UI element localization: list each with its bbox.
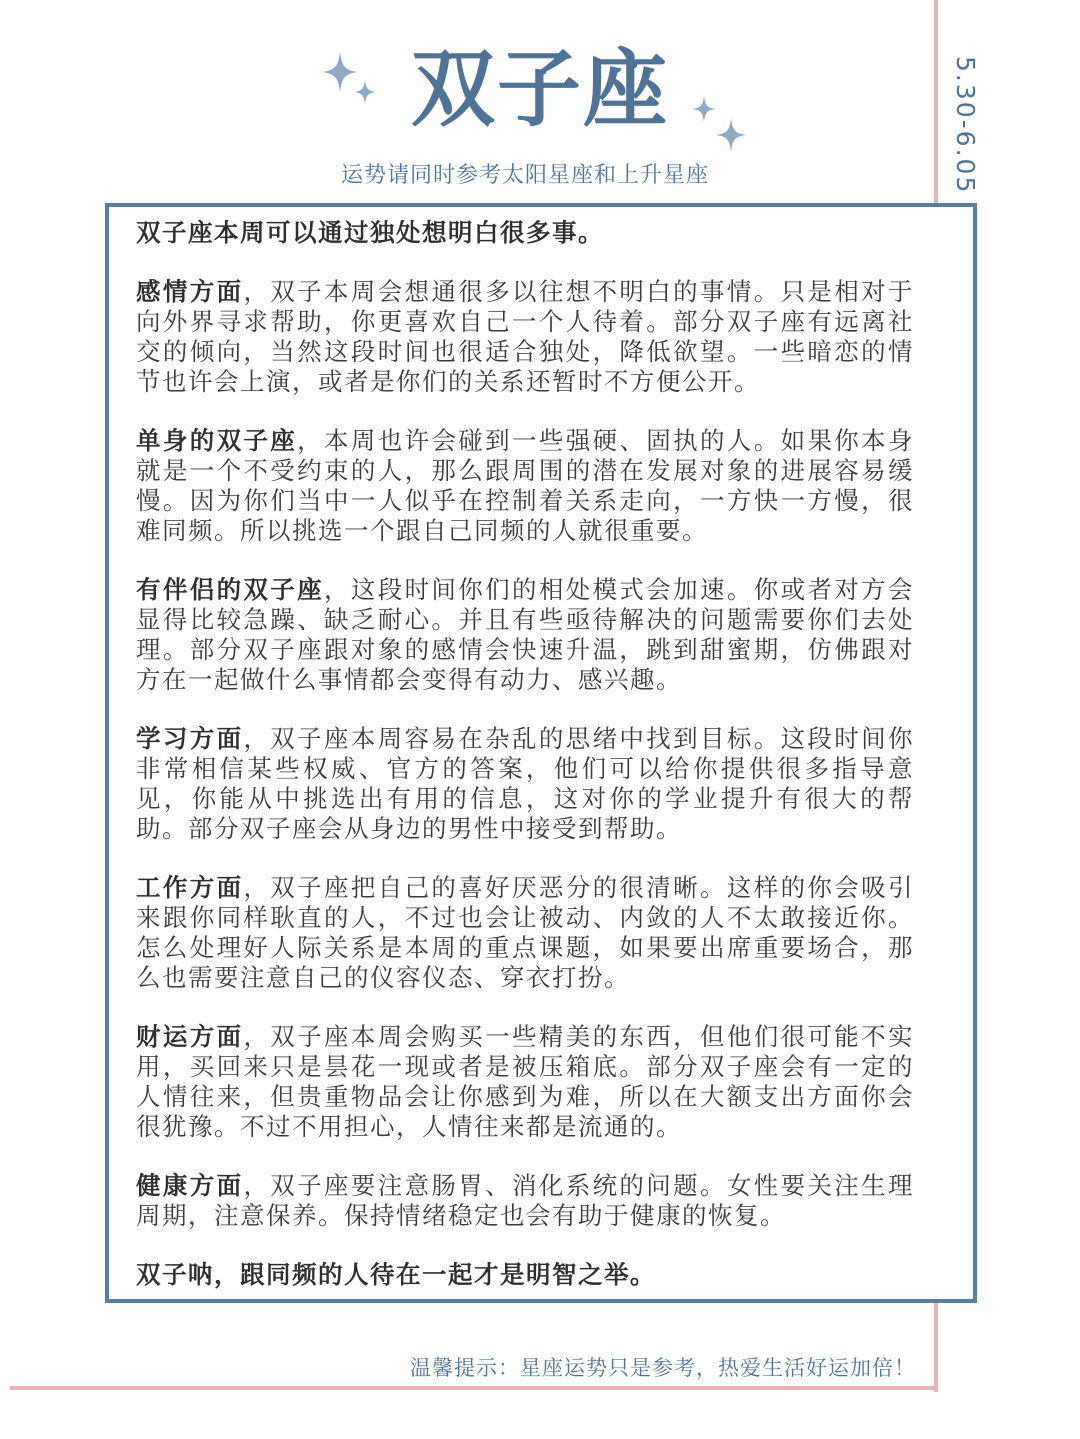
section-text: ，本周也许会碰到一些强硬、固执的人。如果你本身就是一个不受约束的人，那么跟周围的潜在发展对象的进展容易缓慢。因为你们当中一人似乎在控制着关系走向，一方快一方慢，很难同频。所以挑选一个跟自己同频的人就很重要。 xyxy=(136,426,915,545)
section-heading: 学习方面 xyxy=(136,724,244,753)
section-work xyxy=(136,873,914,993)
section-heading: 单身的双子座 xyxy=(136,426,298,455)
article-body xyxy=(136,218,914,1319)
section-heading: 有伴侣的双子座 xyxy=(136,575,324,604)
section-heading: 财运方面 xyxy=(136,1022,244,1051)
pink-horizontal-line xyxy=(10,1386,938,1390)
footer-tip: 温馨提示：星座运势只是参考，热爱生活好运加倍！ xyxy=(410,1356,916,1380)
sparkle-icon-small-left xyxy=(354,80,376,104)
section-study xyxy=(136,724,914,844)
section-text: ，双子座本周会购买一些精美的东西，但他们很可能不实用，买回来只是昙花一现或者是被压箱底。部分双子座会有一定的人情往来，但贵重物品会让你感到为难，所以在大额支出方面你会很犹豫。不过不用担心，人情往来都是流通的。 xyxy=(136,1022,915,1141)
section-text: ，双子座要注意肠胃、消化系统的问题。女性要关注生理周期，注意保养。保持情绪稳定也会有助于健康的恢复。 xyxy=(136,1171,915,1230)
section-heading: 健康方面 xyxy=(136,1171,244,1200)
sparkle-icon-small-right xyxy=(692,96,716,122)
section-heading: 感情方面 xyxy=(136,277,244,306)
section-love xyxy=(136,277,914,397)
section-partnered xyxy=(136,575,914,695)
sparkle-icon-large-right xyxy=(716,118,746,152)
section-health xyxy=(136,1171,914,1231)
page-title: 双子座 xyxy=(410,40,669,138)
date-range: 5.30-6.05 xyxy=(951,56,980,195)
section-text: ，双子本周会想通很多以往想不明白的事情。只是相对于向外界寻求帮助，你更喜欢自己一个人待着。部分双子座有远离社交的倾向，当然这段时间也很适合独处，降低欲望。一些暗恋的情节也许会上演，或者是你们的关系还暂时不方便公开。 xyxy=(136,277,915,396)
section-text: ，双子座把自己的喜好厌恶分的很清晰。这样的你会吸引来跟你同样耿直的人，不过也会让被动、内敛的人不太敢接近你。怎么处理好人际关系是本周的重点课题，如果要出席重要场合，那么也需要注意自己的仪容仪态、穿衣打扮。 xyxy=(136,873,915,992)
sparkle-icon-large-left xyxy=(322,52,358,92)
section-text: ，这段时间你们的相处模式会加速。你或者对方会显得比较急躁、缺乏耐心。并且有些亟待解决的问题需要你们去处理。部分双子座跟对象的感情会快速升温，跳到甜蜜期，仿佛跟对方在一起做什么事情都会变得有动力、感兴趣。 xyxy=(136,575,914,694)
closing-line: 双子呐，跟同频的人待在一起才是明智之举。 xyxy=(136,1260,656,1289)
section-text: ，双子座本周容易在杂乱的思绪中找到目标。这段时间你非常相信某些权威、官方的答案，他们可以给你提供很多指导意见，你能从中挑选出有用的信息，这对你的学业提升有很大的帮助。部分双子座会从身边的男性中接受到帮助。 xyxy=(136,724,915,843)
subtitle: 运势请同时参考太阳星座和上升星座 xyxy=(340,163,709,188)
section-single xyxy=(136,426,914,546)
section-heading: 工作方面 xyxy=(136,873,244,902)
section-wealth xyxy=(136,1022,914,1142)
intro-line: 双子座本周可以通过独处想明白很多事。 xyxy=(136,218,604,247)
